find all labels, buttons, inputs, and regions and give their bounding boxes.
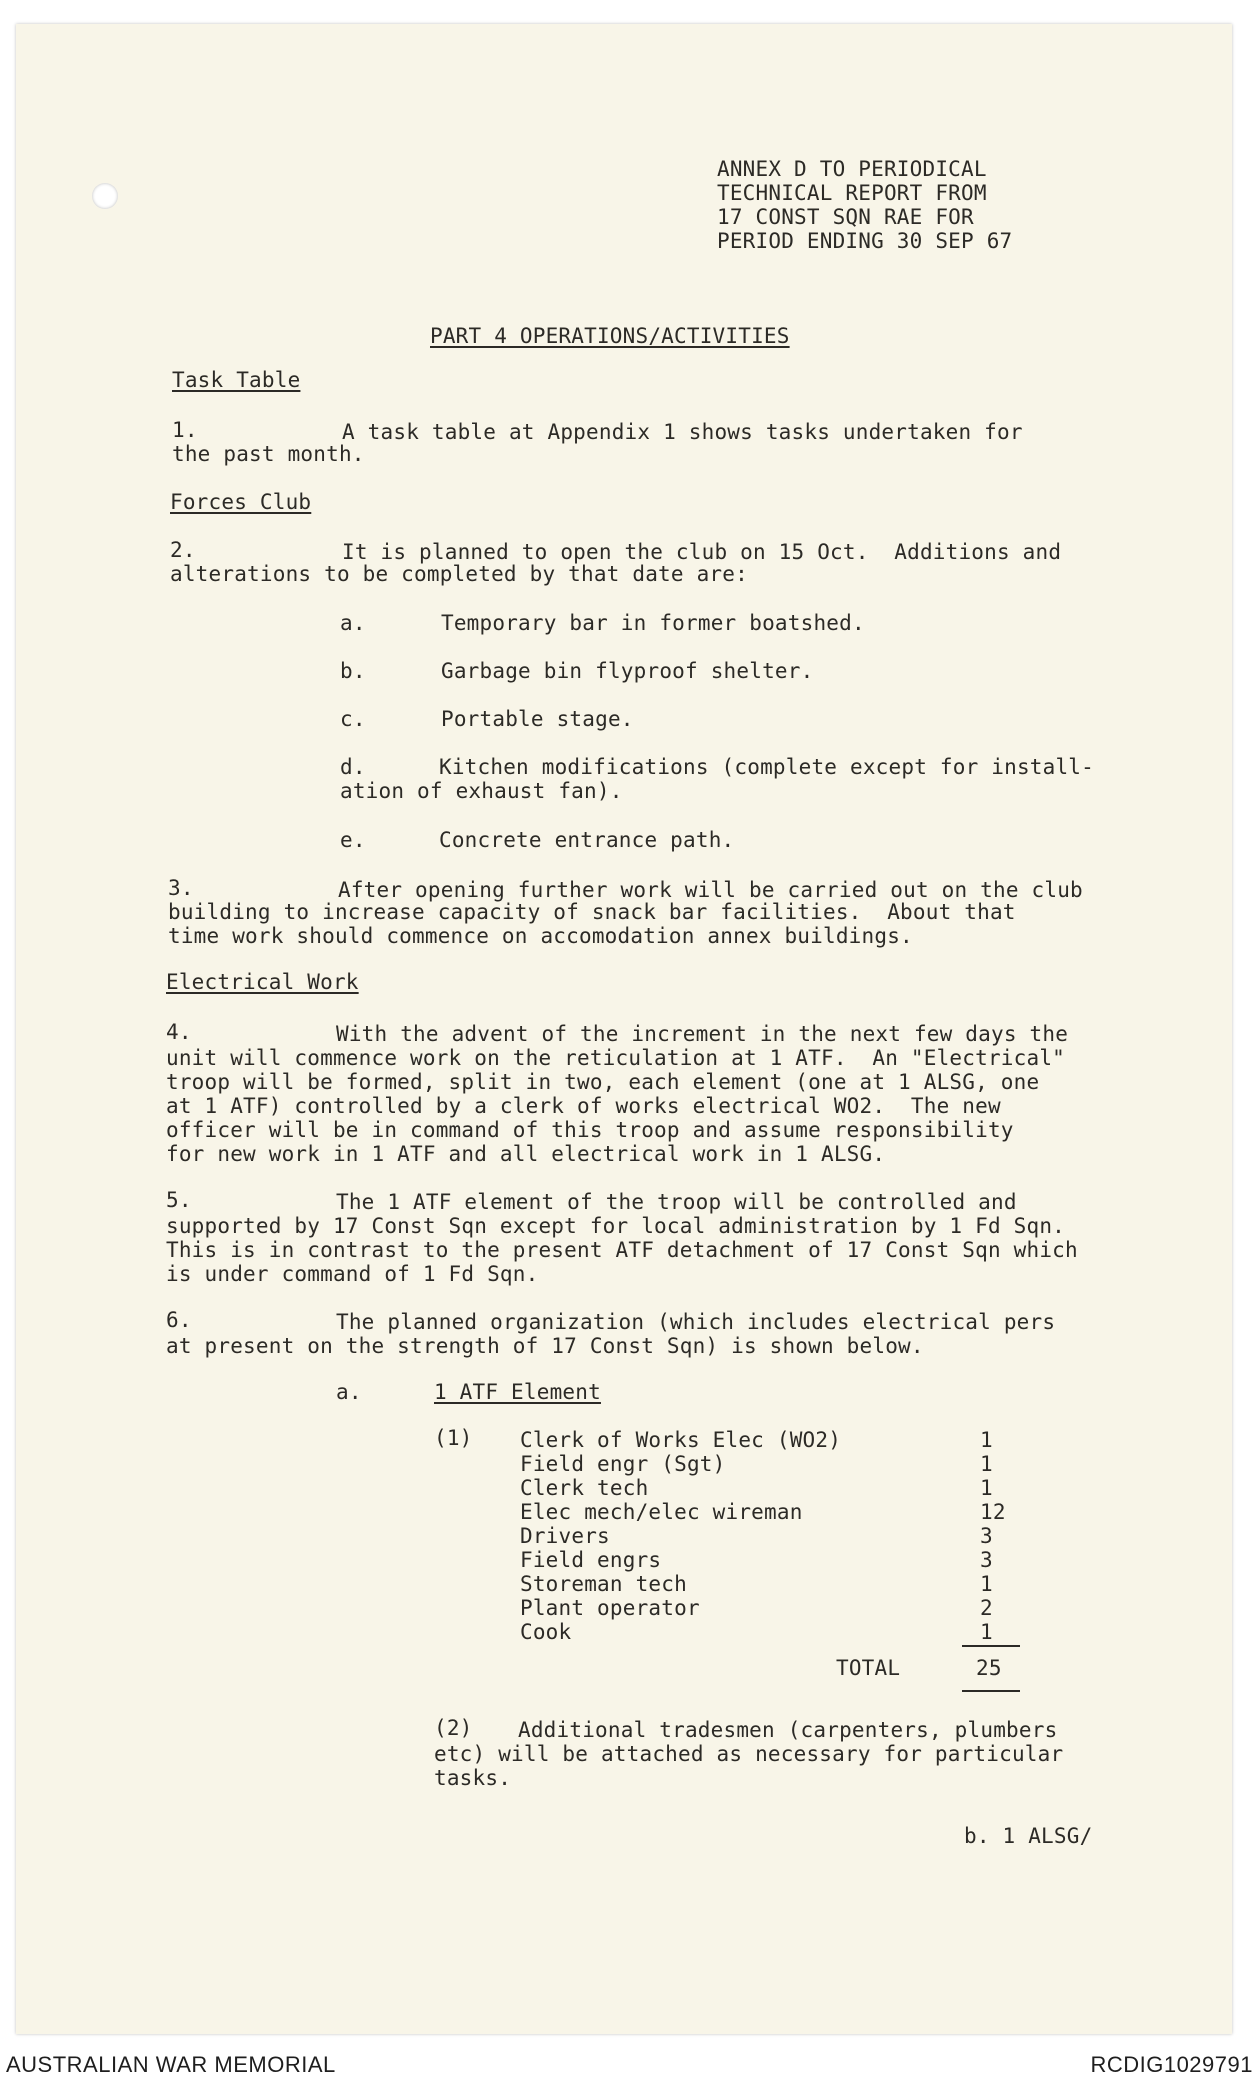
section-heading-electrical-work: Electrical Work: [166, 970, 359, 994]
annex-line-2: TECHNICAL REPORT FROM: [717, 181, 987, 205]
roster-count: 1: [980, 1620, 993, 1644]
para-5-line-1: The 1 ATF element of the troop will be controlled and: [336, 1190, 1017, 1214]
total-rule-bottom: [962, 1690, 1020, 1692]
para-5-line-4: is under command of 1 Fd Sqn.: [166, 1262, 539, 1286]
footer-record-id: RCDIG1029791: [1090, 2052, 1253, 2077]
para-3-line-2: building to increase capacity of snack bar facilities. About that: [168, 900, 1016, 924]
list-item-letter: c.: [340, 707, 366, 731]
para-6-line-1: The planned organization (which includes electrical pers: [336, 1310, 1056, 1334]
roster-role: Clerk tech: [520, 1476, 649, 1500]
roster-total-value: 25: [976, 1656, 1002, 1680]
para-number: 2.: [170, 538, 196, 562]
section-heading-task-table: Task Table: [172, 368, 301, 392]
roster-role: Storeman tech: [520, 1572, 687, 1596]
para-3-line-3: time work should commence on accomodation annex buildings.: [168, 924, 913, 948]
roster-role: Plant operator: [520, 1596, 700, 1620]
sub-2-line-2: etc) will be attached as necessary for particular: [434, 1742, 1064, 1766]
roster-count: 3: [980, 1548, 993, 1572]
part-title: PART 4 OPERATIONS/ACTIVITIES: [430, 324, 790, 348]
para-1-line-1: A task table at Appendix 1 shows tasks undertaken for: [342, 420, 1023, 444]
para-number: 4.: [166, 1020, 192, 1044]
list-item-letter: a.: [340, 611, 366, 635]
para-number: 1.: [172, 418, 198, 442]
annex-line-1: ANNEX D TO PERIODICAL: [717, 157, 987, 181]
continuation-catchword: b. 1 ALSG/: [964, 1824, 1093, 1848]
list-item-letter: b.: [340, 659, 366, 683]
para-4-line-4: at 1 ATF) controlled by a clerk of works electrical WO2. The new: [166, 1094, 1001, 1118]
footer-source: AUSTRALIAN WAR MEMORIAL: [6, 2052, 336, 2077]
para-4-line-6: for new work in 1 ATF and all electrical work in 1 ALSG.: [166, 1142, 886, 1166]
roster-role: Field engr (Sgt): [520, 1452, 726, 1476]
list-item-letter: e.: [340, 828, 366, 852]
para-4-line-5: officer will be in command of this troop and assume responsibility: [166, 1118, 1014, 1142]
para-1-line-2: the past month.: [172, 442, 365, 466]
roster-total-label: TOTAL: [836, 1656, 901, 1680]
punch-hole: [92, 183, 118, 209]
roster-count: 1: [980, 1428, 993, 1452]
sub-item-number: (2): [434, 1716, 473, 1740]
roster-count: 12: [980, 1500, 1006, 1524]
list-item-text: Portable stage.: [441, 707, 634, 731]
list-item-text: Garbage bin flyproof shelter.: [441, 659, 814, 683]
roster-count: 1: [980, 1476, 993, 1500]
list-item-letter: d.: [340, 755, 366, 779]
para-6-line-2: at present on the strength of 17 Const Sqn) is shown below.: [166, 1334, 924, 1358]
sub-2-line-1: Additional tradesmen (carpenters, plumbers: [518, 1718, 1058, 1742]
sub-item-number: (1): [434, 1426, 473, 1450]
sub-2-line-3: tasks.: [434, 1766, 512, 1790]
roster-count: 1: [980, 1572, 993, 1596]
roster-count: 2: [980, 1596, 993, 1620]
para-4-line-3: troop will be formed, split in two, each element (one at 1 ALSG, one: [166, 1070, 1040, 1094]
para-3-line-1: After opening further work will be carried out on the club: [338, 878, 1083, 902]
list-item-text: Concrete entrance path.: [439, 828, 735, 852]
para-5-line-3: This is in contrast to the present ATF detachment of 17 Const Sqn which: [166, 1238, 1078, 1262]
para-4-line-2: unit will commence work on the reticulation at 1 ATF. An "Electrical": [166, 1046, 1066, 1070]
list-item-text: Temporary bar in former boatshed.: [441, 611, 865, 635]
roster-role: Cook: [520, 1620, 572, 1644]
total-rule-top: [962, 1645, 1020, 1647]
sub-heading-1-atf-element: 1 ATF Element: [434, 1380, 601, 1404]
section-heading-forces-club: Forces Club: [170, 490, 312, 514]
annex-line-3: 17 CONST SQN RAE FOR: [717, 205, 974, 229]
para-5-line-2: supported by 17 Const Sqn except for local administration by 1 Fd Sqn.: [166, 1214, 1066, 1238]
para-4-line-1: With the advent of the increment in the next few days the: [336, 1022, 1069, 1046]
list-item-continuation: ation of exhaust fan).: [340, 779, 623, 803]
para-number: 3.: [168, 876, 194, 900]
roster-role: Elec mech/elec wireman: [520, 1500, 803, 1524]
roster-count: 1: [980, 1452, 993, 1476]
para-2-line-1: It is planned to open the club on 15 Oct. Additions and: [342, 540, 1062, 564]
list-item-text: Kitchen modifications (complete except for install-: [439, 755, 1094, 779]
sub-item-letter: a.: [336, 1380, 362, 1404]
para-2-line-2: alterations to be completed by that date are:: [170, 562, 748, 586]
para-number: 5.: [166, 1188, 192, 1212]
para-number: 6.: [166, 1308, 192, 1332]
roster-count: 3: [980, 1524, 993, 1548]
roster-role: Drivers: [520, 1524, 610, 1548]
roster-role: Field engrs: [520, 1548, 662, 1572]
roster-role: Clerk of Works Elec (WO2): [520, 1428, 842, 1452]
annex-line-4: PERIOD ENDING 30 SEP 67: [717, 229, 1013, 253]
